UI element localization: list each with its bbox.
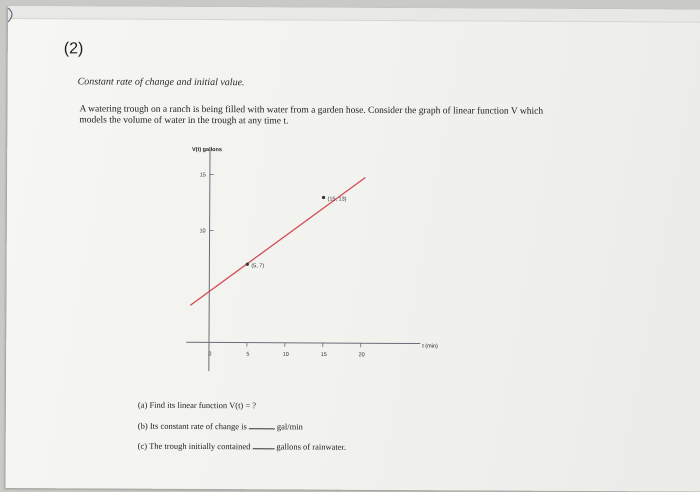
question-c [138,440,346,452]
x-tick-label: 5 [246,352,249,358]
x-tick-label: 10 [283,352,289,358]
y-axis-label: V(t) gallons [192,147,222,153]
problem-number: (2) [64,40,84,58]
question-b [138,420,303,432]
question-b-unit: gal/min [277,421,303,431]
question-c-prefix: (c) The trough initially contained [138,441,251,452]
initial-value-answer-blank[interactable] [252,440,274,449]
question-c-suffix: gallons of rainwater. [276,441,346,451]
rate-answer-blank[interactable] [249,420,275,429]
y-axis [209,150,210,371]
data-point [322,196,325,199]
y-tick-label: 15 [200,172,206,178]
x-axis [186,342,420,343]
page-corner-arc [8,6,18,24]
data-point [246,263,249,266]
section-title: Constant rate of change and initial value. [78,76,245,88]
point-label: (15, 13) [328,196,347,202]
problem-intro: A watering trough on a ranch is being filled with water from a garden hose. Consider the graph of linear function V which models the volume of water in the trough at any time t. [79,104,559,129]
x-tick-label: 15 [321,352,327,358]
question-a: (a) Find its linear function V(t) = ? [138,400,256,411]
y-tick-label: 10 [199,228,205,234]
x-axis-label: t (min) [422,344,438,350]
worksheet-page [5,6,700,492]
page-top-edge [8,6,700,23]
linear-function-graph [166,137,457,379]
x-tick-label: 20 [359,352,365,358]
point-label: (5, 7) [251,263,264,269]
question-b-prefix: (b) Its constant rate of change is [138,421,247,432]
x-tick-label: 0 [208,351,211,357]
